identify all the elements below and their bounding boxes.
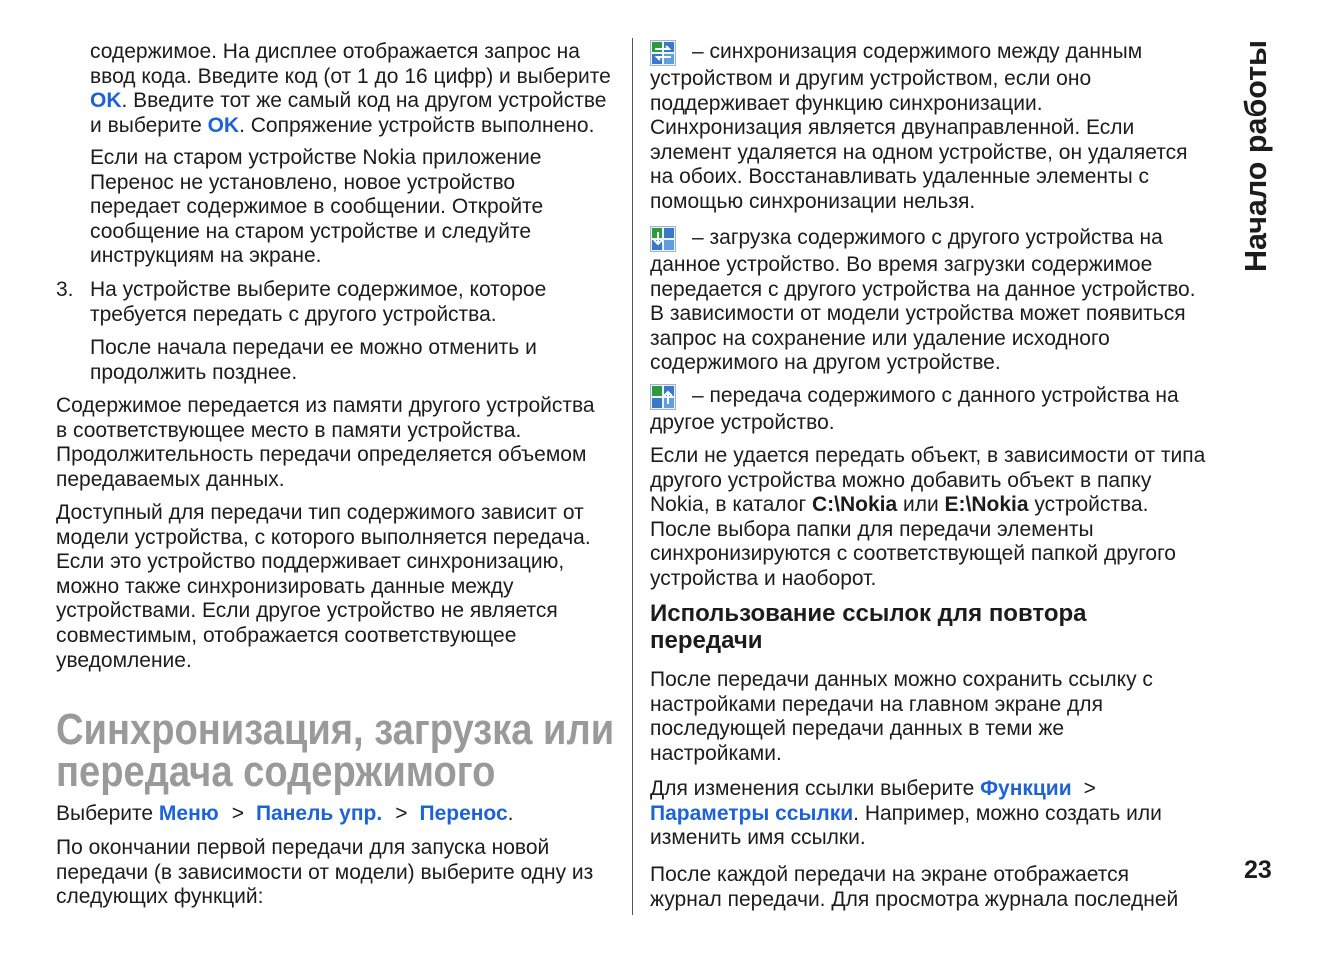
folder-note-paragraph (650, 444, 1212, 592)
section-heading (56, 705, 618, 796)
text-line: Продолжительность передачи определяется объемом (56, 443, 587, 467)
text-line: данное устройство. Во время загрузки содержимое (650, 252, 1153, 276)
text-line: передает содержимое в сообщении. Откройте (90, 195, 544, 219)
download-option-paragraph (650, 226, 1212, 376)
text-line: в соответствующее место в памяти устройства. (56, 418, 522, 442)
menu-item-menu: Меню (158, 802, 219, 825)
content-types-paragraph (56, 501, 618, 673)
upload-option-paragraph (650, 384, 1212, 436)
text-line: – загрузка содержимого с другого устройства на (692, 226, 1163, 249)
text-line: передачи (в зависимости от модели) выберите одну из (56, 860, 594, 884)
page-number: 23 (1244, 856, 1272, 884)
menu-item-control-panel: Панель упр. (255, 802, 383, 825)
text-line: устройством и другим устройством, если оно (650, 66, 1092, 90)
text-line (56, 802, 514, 827)
text-line: настройками. (650, 741, 782, 765)
folder-path-e: E:\Nokia (944, 493, 1029, 517)
path-separator: > (231, 802, 244, 825)
folder-path-c: C:\Nokia (811, 493, 898, 517)
text-line: последующей передачи данных в теми же (650, 717, 1065, 741)
text-line: На устройстве выберите содержимое, которое (90, 278, 547, 301)
text-line: После каждой передачи на экране отображается (650, 863, 1129, 886)
text-line: Содержимое передается из памяти другого устройства (56, 394, 595, 417)
text-line: другое устройство. (650, 410, 835, 434)
text-line: После выбора папки для передачи элементы (650, 517, 1094, 541)
menu-item-transfer: Перенос (419, 802, 508, 825)
memory-note-paragraph (56, 394, 618, 492)
menu-path-line (56, 802, 618, 827)
heading-line: передача содержимого (56, 747, 496, 796)
text-line: можно также синхронизировать данные между (56, 574, 514, 598)
menu-item-shortcut-settings: Параметры ссылки (650, 801, 854, 825)
log-note-paragraph (650, 863, 1212, 912)
text-line: изменить имя ссылки. (650, 826, 866, 850)
menu-item-options: Функции (980, 777, 1072, 800)
chapter-tab-label: Начало работы (1238, 39, 1273, 272)
pairing-paragraph (90, 40, 618, 138)
menu-path-prefix: Выберите (56, 802, 159, 825)
shortcut-note-paragraph (650, 668, 1212, 766)
path-separator: > (1083, 777, 1096, 800)
sync-icon (650, 40, 676, 66)
text-line: поддерживает функцию синхронизации. (650, 91, 1043, 115)
text-line: сообщение на старом устройстве и следуйте (90, 219, 532, 243)
first-transfer-paragraph (56, 836, 618, 910)
heading-line: Синхронизация, загрузка или (56, 705, 615, 754)
old-device-paragraph (90, 146, 618, 269)
text-line: помощью синхронизации нельзя. (650, 189, 976, 213)
text-line: устройствами. Если другое устройство не является (56, 599, 558, 623)
text-line: элемент удаляется на одном устройстве, он удаляется (650, 140, 1188, 164)
text-run: Для изменения ссылки выберите (650, 777, 981, 800)
text-run: . Введите тот же самый код на другом устройстве (121, 89, 607, 113)
text-line: Доступный для передачи тип содержимого зависит от (56, 501, 584, 524)
text-line (90, 114, 594, 139)
text-line: требуется передать с другого устройства. (90, 302, 497, 326)
text-run: устройства. (1028, 493, 1149, 517)
download-icon (650, 226, 676, 252)
text-run: . Например, можно создать или (853, 801, 1162, 825)
text-line (90, 89, 606, 114)
text-line: содержимое. На дисплее отображается запрос на (90, 40, 580, 63)
text-line: После передачи данных можно сохранить ссылку с (650, 668, 1153, 691)
text-line: настройками передачи на главном экране для (650, 692, 1103, 716)
step-3-item (56, 278, 618, 327)
text-line: следующих функций: (56, 885, 264, 909)
text-line: синхронизируются с соответствующей папкой другого (650, 542, 1176, 566)
text-line: В зависимости от модели устройства может появиться (650, 302, 1186, 326)
column-divider (632, 38, 633, 915)
text-line: другого устройства можно добавить объект в папку (650, 468, 1152, 492)
menu-option-ok: OK (207, 113, 240, 137)
text-run: . Сопряжение устройств выполнено. (239, 113, 595, 137)
text-line: ввод кода. Введите код (от 1 до 16 цифр) и выберите (90, 64, 611, 88)
upload-icon (650, 384, 676, 410)
text-line: – передача содержимого с данного устройства на (692, 384, 1179, 407)
text-line: запрос на сохранение или удаление исходного (650, 326, 1110, 350)
menu-path-suffix: . (507, 802, 514, 825)
text-line: журнал передачи. Для просмотра журнала последней (650, 887, 1179, 911)
text-line: уведомление. (56, 648, 192, 672)
text-run: Nokia, в каталог (650, 493, 812, 517)
text-line: – синхронизация содержимого между данным (692, 40, 1143, 63)
chapter-tab (1238, 40, 1274, 272)
text-line: Синхронизация является двунаправленной. Если (650, 116, 1135, 140)
text-line: После начала передачи ее можно отменить и (90, 336, 537, 359)
text-line: инструкциям на экране. (90, 244, 322, 268)
cancel-note-paragraph (90, 336, 618, 385)
subsection-heading (650, 600, 1212, 654)
text-run: или (897, 493, 945, 517)
sync-option-paragraph (650, 40, 1212, 215)
text-line: По окончании первой передачи для запуска новой (56, 836, 550, 859)
step-number: 3. (56, 278, 74, 301)
text-line: содержимого на другом устройстве. (650, 351, 1001, 375)
text-line: передается с другого устройства на данное устройство. (650, 277, 1196, 301)
text-line: передаваемых данных. (56, 467, 285, 491)
text-line: Перенос не установлено, новое устройство (90, 170, 516, 194)
menu-option-ok: OK (90, 89, 122, 113)
text-line: Если не удается передать объект, в зависимости от типа (650, 444, 1206, 467)
text-line: модели устройства, с которого выполняется передача. (56, 525, 591, 549)
text-line: устройства и наоборот. (650, 566, 877, 590)
text-line: совместимым, отображается соответствующее (56, 623, 517, 647)
text-line: на обоих. Восстанавливать удаленные элементы с (650, 165, 1150, 189)
text-line: продолжить позднее. (90, 360, 298, 384)
text-line (650, 802, 1162, 827)
text-run: и выберите (90, 113, 208, 137)
text-line: Если это устройство поддерживает синхронизацию, (56, 550, 565, 574)
text-line (650, 493, 1148, 518)
path-separator: > (395, 802, 408, 825)
text-line: Если на старом устройстве Nokia приложение (90, 146, 542, 169)
text-line (650, 777, 1096, 802)
edit-shortcut-paragraph (650, 777, 1212, 851)
heading-line: передачи (650, 627, 763, 654)
heading-line: Использование ссылок для повтора (650, 600, 1087, 627)
